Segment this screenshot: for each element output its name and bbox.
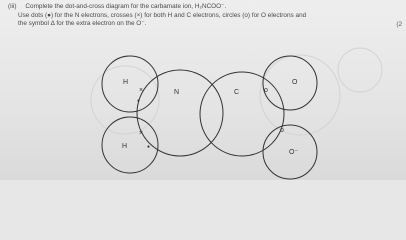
marks-indicator: (2	[396, 21, 402, 28]
o-top-shell-circle	[263, 56, 317, 110]
c-label: C	[234, 89, 240, 96]
h-top-dot-electron: ●	[137, 98, 141, 104]
instruction-line-1: Use dots (●) for the N electrons, crosses (×) for both H and C electrons, circles (o) for O electrons and	[18, 12, 307, 19]
o-bottom-label: O⁻	[289, 149, 299, 156]
h-bottom-label: H	[122, 143, 128, 150]
question-number: (iii)	[8, 3, 17, 10]
h-top-cross-electron: ×	[139, 87, 144, 94]
o-mid-circle-electron: o	[280, 127, 284, 134]
h-bottom-dot-electron: ●	[147, 144, 151, 150]
h-bottom-cross-electron: ×	[139, 130, 144, 137]
h-top-shell-circle	[102, 56, 158, 112]
h-top-label: H	[123, 79, 129, 86]
instruction-line-2: the symbol Δ for the extra electron on the O⁻.	[18, 20, 147, 27]
n-label: N	[174, 89, 180, 96]
o-top-circle-electron: o	[264, 87, 268, 94]
question-prompt: Complete the dot-and-cross diagram for the carbamate ion, H₂NCOO⁻.	[25, 3, 227, 10]
o-top-label: O	[292, 79, 298, 86]
c-shell-circle	[200, 72, 284, 156]
